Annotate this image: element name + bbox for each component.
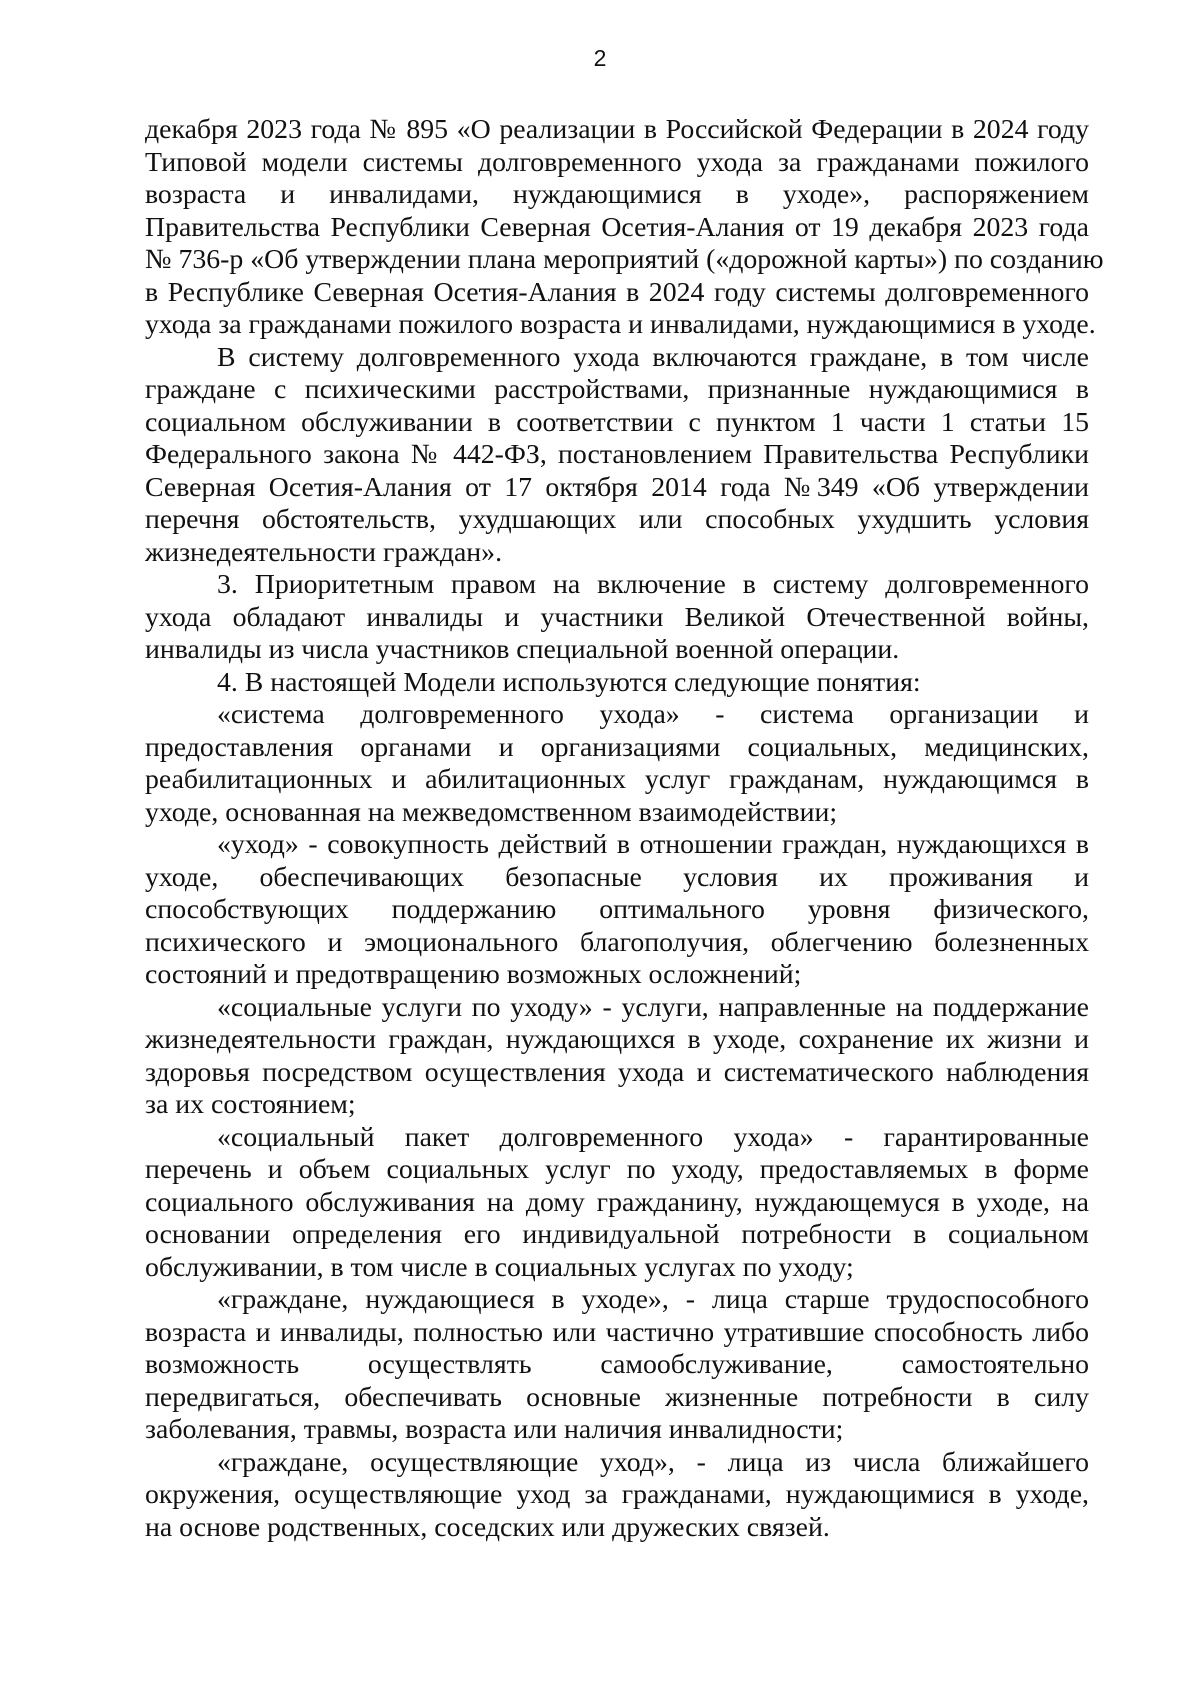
text-line: Правительства Республики Северная Осетия-Алания от 19 декабря 2023 года	[145, 211, 1089, 243]
text-line: жизнедеятельности граждан».	[145, 536, 503, 568]
text-line: инвалиды из числа участников специальной военной операции.	[145, 634, 900, 665]
document-body	[145, 114, 1104, 1544]
text-line: реабилитационных и абилитационных услуг гражданам, нуждающимся в	[145, 764, 1089, 795]
text-line: Федерального закона № 442-ФЗ, постановлением Правительства Республики	[145, 439, 1089, 470]
text-line: социальном обслуживании в соответствии с пунктом 1 части 1 статьи 15	[145, 406, 1089, 438]
text-line: передвигаться, обеспечивать основные жизненные потребности в силу	[145, 1381, 1089, 1413]
text-line: жизнедеятельности граждан, нуждающихся в уходе, сохранение их жизни и	[145, 1024, 1089, 1055]
text-line: «социальный пакет долговременного ухода» - гарантированные	[217, 1121, 1089, 1153]
text-line: заболевания, травмы, возраста или наличия инвалидности;	[145, 1414, 844, 1445]
text-line: перечень и объем социальных услуг по уходу, предоставляемых в форме	[145, 1154, 1089, 1185]
text-line: Типовой модели системы долговременного ухода за гражданами пожилого	[145, 146, 1089, 178]
text-line: возможность осуществлять самообслуживание, самостоятельно	[145, 1349, 1089, 1380]
text-line: предоставления органами и организациями социальных, медицинских,	[145, 731, 1089, 763]
text-line: Северная Осетия-Алания от 17 октября 2014 года №349 «Об утверждении	[145, 471, 1089, 503]
text-line: здоровья посредством осуществления ухода и систематического наблюдения	[145, 1056, 1089, 1088]
text-line: В систему долговременного ухода включаются граждане, в том числе	[217, 341, 1089, 373]
text-line: обслуживании, в том числе в социальных услугах по уходу;	[145, 1251, 854, 1283]
text-line: возраста и инвалиды, полностью или частично утратившие способность либо	[145, 1316, 1089, 1348]
text-line: № 736-р «Об утверждении плана мероприятий («дорожной карты») по созданию	[145, 244, 1104, 275]
text-line: социального обслуживания на дому гражданину, нуждающемуся в уходе, на	[145, 1186, 1089, 1218]
text-line: уходе, основанная на межведомственном взаимодействии;	[145, 796, 838, 828]
text-line: «социальные услуги по уходу» - услуги, направленные на поддержание	[217, 991, 1089, 1023]
text-line: состояний и предотвращению возможных осложнений;	[145, 959, 802, 990]
text-line: декабря 2023 года № 895 «О реализации в Российской Федерации в 2024 году	[145, 114, 1089, 145]
text-line: «уход» - совокупность действий в отношении граждан, нуждающихся в	[217, 829, 1089, 860]
text-line: психического и эмоционального благополучия, облегчению болезненных	[145, 926, 1089, 958]
text-line: 4. В настоящей Модели используются следующие понятия:	[217, 666, 921, 698]
text-line: ухода обладают инвалиды и участники Великой Отечественной войны,	[145, 601, 1089, 633]
text-line: «граждане, нуждающиеся в уходе», - лица старше трудоспособного	[217, 1284, 1089, 1315]
text-line: перечня обстоятельств, ухудшающих или способных ухудшить условия	[145, 504, 1089, 535]
text-line: «граждане, осуществляющие уход», - лица из числа ближайшего	[217, 1446, 1089, 1478]
text-line: на основе родственных, соседских или дружеских связей.	[145, 1511, 830, 1543]
text-line: уходе, обеспечивающих безопасные условия их проживания и	[145, 861, 1089, 893]
text-line: «система долговременного ухода» - система организации и	[217, 699, 1089, 730]
page-number: 2	[593, 45, 607, 71]
text-line: ухода за гражданами пожилого возраста и инвалидами, нуждающимися в уходе.	[145, 309, 1096, 340]
text-line: за их состоянием;	[145, 1089, 356, 1120]
text-line: основании определения его индивидуальной потребности в социальном	[145, 1219, 1089, 1250]
text-line: возраста и инвалидами, нуждающимися в уходе», распоряжением	[145, 179, 1089, 210]
text-line: 3. Приоритетным правом на включение в систему долговременного	[217, 569, 1089, 600]
text-line: граждане с психическими расстройствами, признанные нуждающимися в	[145, 374, 1089, 405]
text-line: в Республике Северная Осетия-Алания в 2024 году системы долговременного	[145, 276, 1089, 308]
text-line: окружения, осуществляющие уход за гражданами, нуждающимися в уходе,	[145, 1479, 1089, 1510]
text-line: способствующих поддержанию оптимального уровня физического,	[145, 894, 1089, 925]
